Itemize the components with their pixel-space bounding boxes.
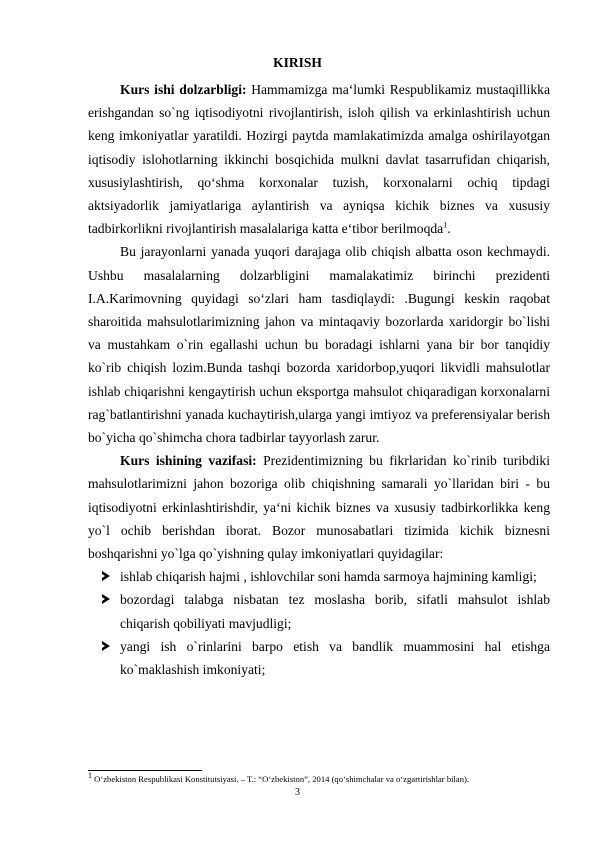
arrow-bullet-icon bbox=[102, 641, 110, 651]
document-body bbox=[88, 78, 550, 681]
footnote-reference[interactable]: 1 bbox=[443, 220, 448, 230]
tasks-paragraph bbox=[88, 449, 550, 565]
footnote-divider bbox=[88, 770, 202, 771]
intro-text: Hammamizga ma‘lumki Respublikamiz mustaqillikka erishgandan so`ng iqtisodiyotni rivojlantirish, isloh qilish va erkinlashtirish uchun keng imkoniyatlar yaratildi. Hozirgi paytda mamlakatimizda amalga oshirilayotgan iqtisodiy islohotlarning ikkinchi bosqichida mulkni davlat tasarrufidan chiqarish, xususiylashtirish, qo‘shma korxonalar tuzish, korxonalarni ochiq tipdagi aktsiyadorlik jamiyatlariga aylantirish va ayniqsa kichik biznes va xususiy tadbirkorlikni rivojlantirish masalalariga katta e‘tibor berilmoqda bbox=[88, 82, 550, 237]
tasks-text: Prezidentimizning bu fikrlaridan ko`rinib turibdiki mahsulotlarimizni jahon bozoriga olib chiqishning samarali yo`llaridan biri - bu iqtisodiyotni erkinlashtirishdir, ya‘ni kichik biznes va xususiy tadbirkorlikka keng yo`l ochib berishdan iborat. Bozor munosabatlari tizimida kichik biznesni boshqarishni yo`lga qo`yishning qulay imkoniyatlari quyidagilar: bbox=[88, 453, 550, 562]
intro-label: Kurs ishi dolzarbligi: bbox=[120, 82, 247, 97]
footnote bbox=[88, 771, 558, 785]
intro-end: . bbox=[447, 221, 451, 237]
arrow-bullet-icon bbox=[102, 571, 110, 581]
list-item: ishlab chiqarish hajmi , ishlovchilar soni hamda sarmoya hajmining kamligi; bbox=[120, 565, 550, 588]
tasks-label: Kurs ishining vazifasi: bbox=[120, 453, 257, 469]
page-title: KIRISH bbox=[273, 55, 322, 70]
list-item: yangi ish o`rinlarini barpo etish va bandlik muammosini hal etishga ko`maklashish imkoniyati; bbox=[120, 635, 550, 681]
footnote-mark: 1 bbox=[88, 771, 92, 781]
bullet-list bbox=[88, 565, 550, 681]
page-number: 3 bbox=[295, 787, 300, 798]
intro-paragraph bbox=[88, 78, 550, 240]
footnote-text: O‘zbekiston Respublikasi Konstitutsiyasi. – T.: “O‘zbekiston”, 2014 (qo‘shimchalar va o‘zgartirishlar bilan). bbox=[92, 774, 470, 784]
paragraph-2: Bu jarayonlarni yanada yuqori darajaga olib chiqish albatta oson kechmaydi. Ushbu masalalarning dolzarbligini mamalakatimiz birinchi prezidenti I.A.Karimovning quyidagi so‘zlari ham tasdiqlaydi: .Bugungi keskin raqobat sharoitida mahsulotlarimizning jahon va mintaqaviy bozorlarda xaridorgir bo`lishi va mustahkam o`rin egallashi uchun bu boradagi ishlarni yana bir bor tanqidiy ko`rib chiqish lozim.Bunda tashqi bozorda xaridorbop,yuqori likvidli mahsulotlar ishlab chiqarishni kengaytirish uchun eksportga mahsulot chiqaradigan korxonalarni rag`batlantirishni yanada kuchaytirish,ularga yangi imtiyoz va preferensiyalar berish bo`yicha qo`shimcha chora tadbirlar tayyorlash zarur. bbox=[88, 244, 550, 446]
list-item: bozordagi talabga nisbatan tez moslasha borib, sifatli mahsulot ishlab chiqarish qobiliyati mavjudligi; bbox=[120, 588, 550, 634]
arrow-bullet-icon bbox=[102, 594, 110, 604]
